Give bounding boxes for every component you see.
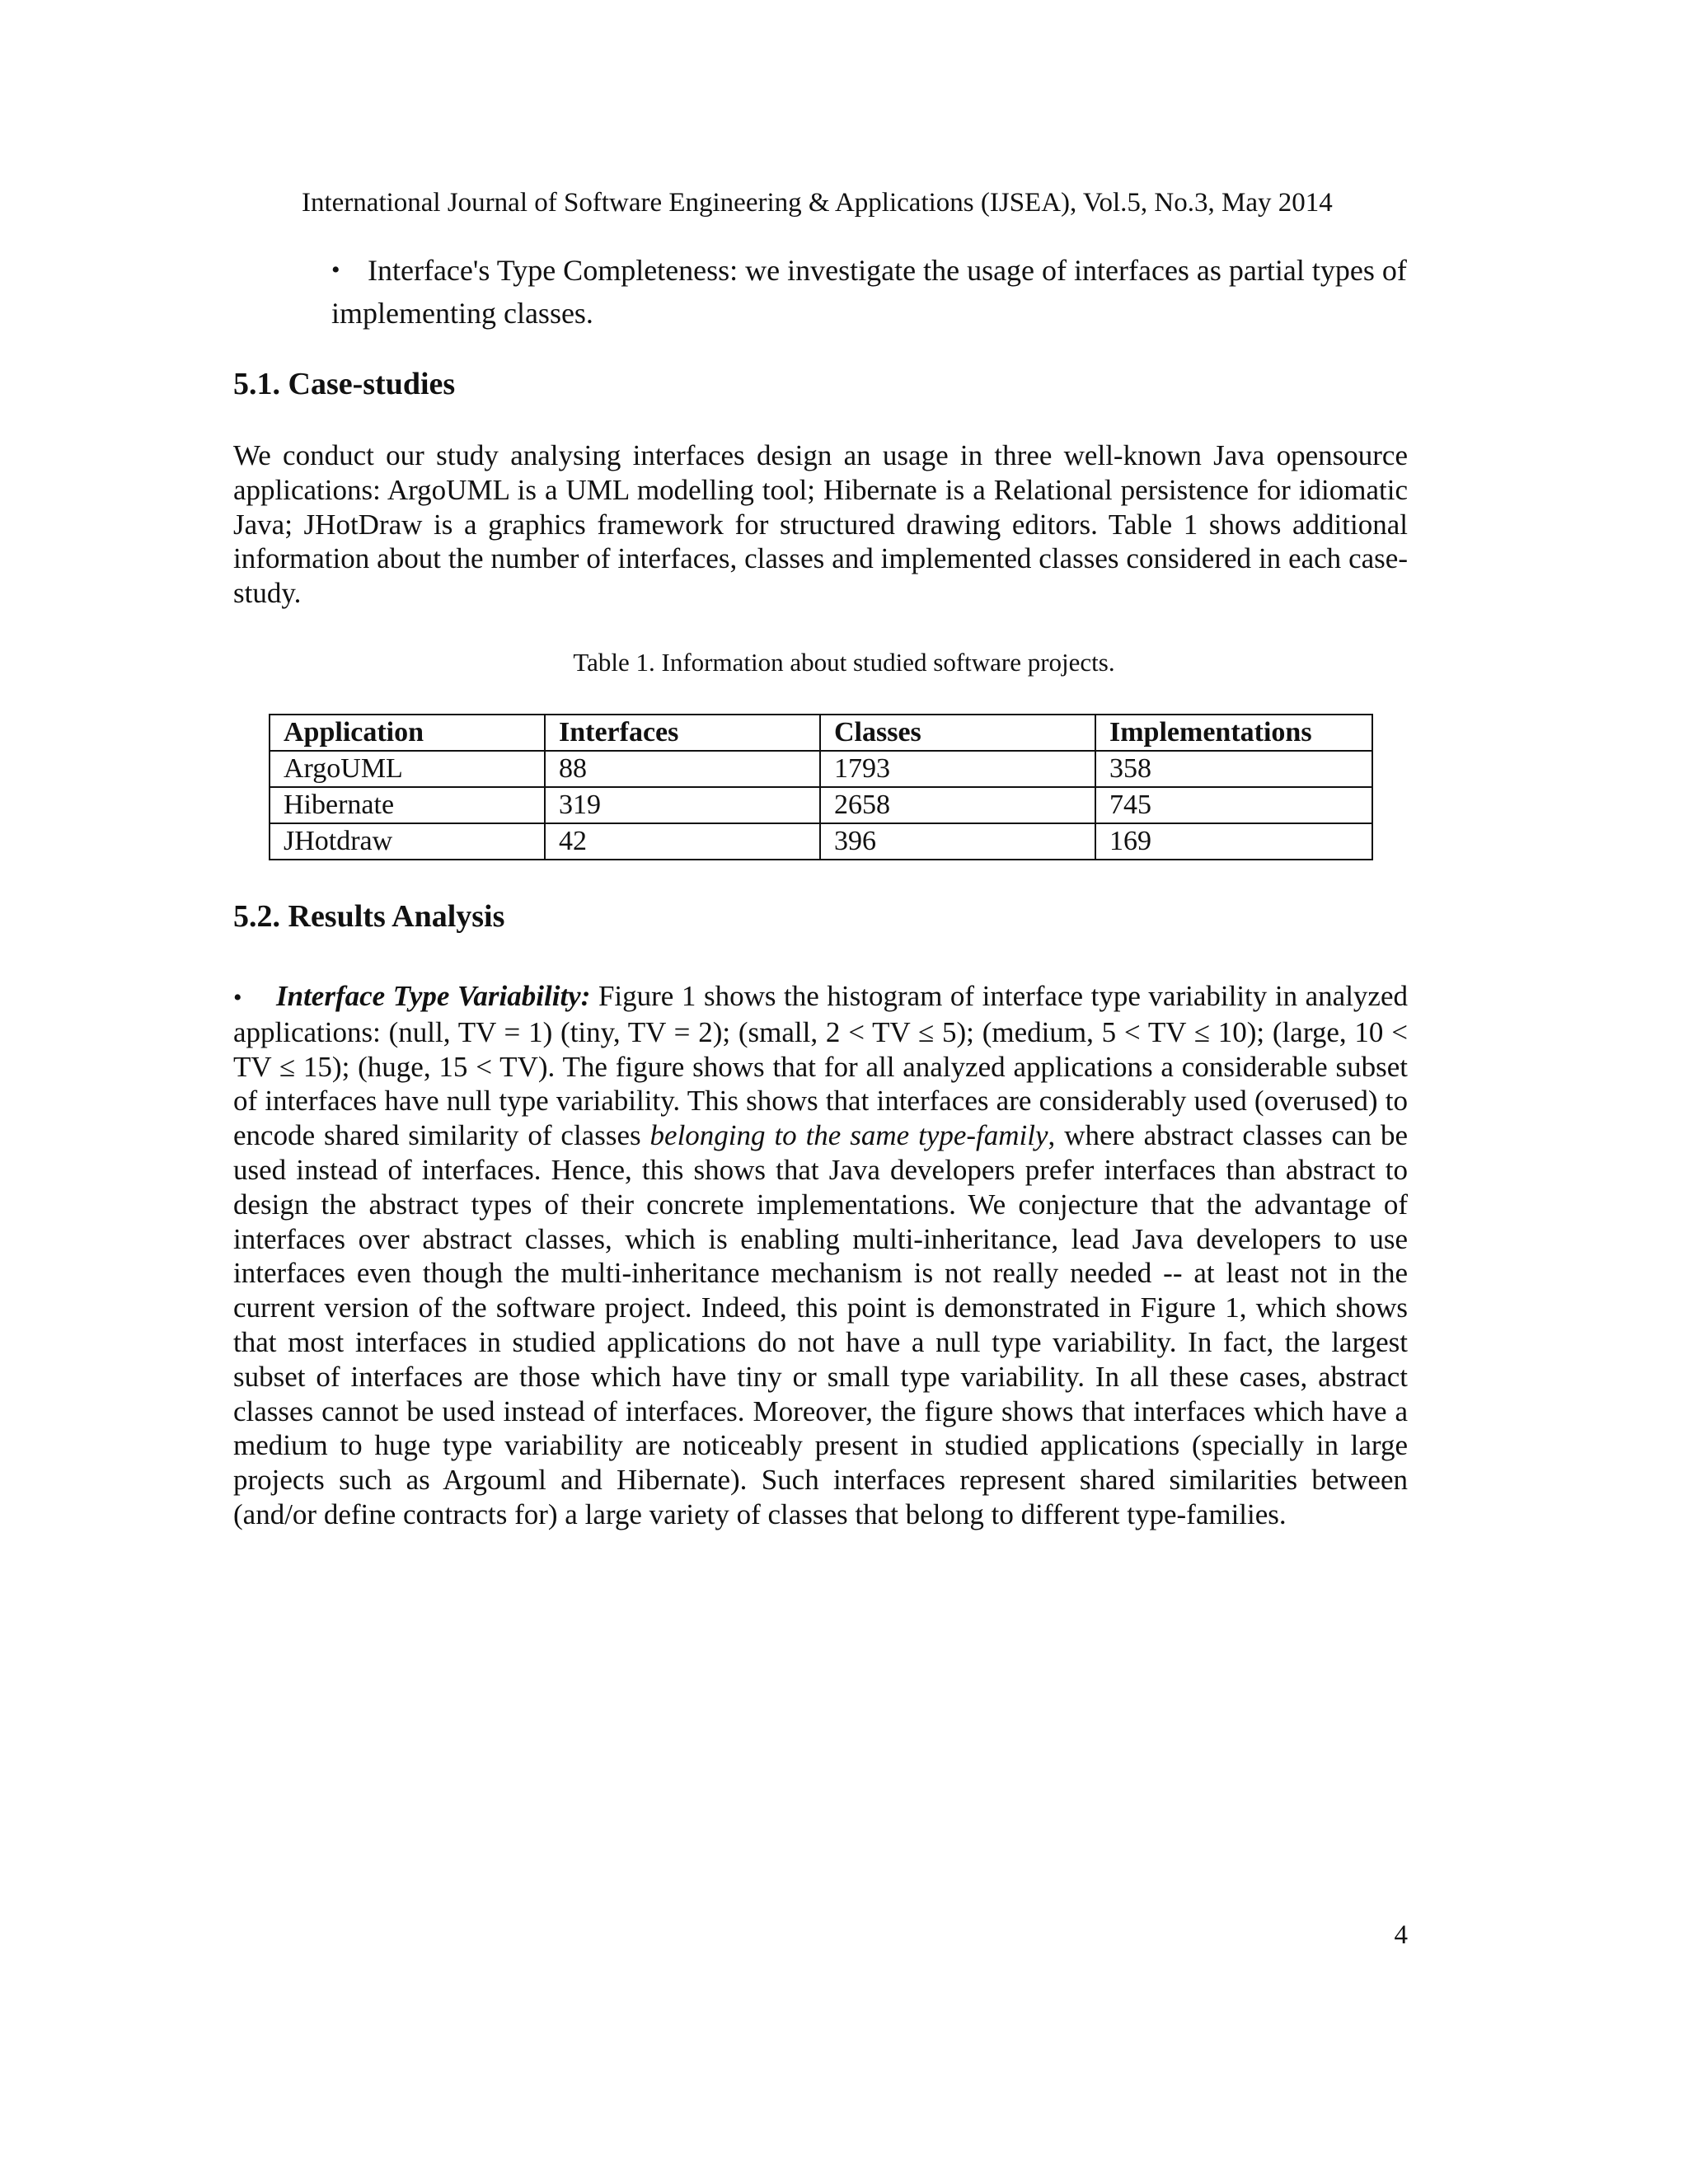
results-text-part2: , where abstract classes can be used instead of interfaces. Hence, this shows that Java developers prefer interfaces than abstract to design the abstract types of their concrete implementations. We conjecture that the advantage of interfaces over abstract classes, which is enabling multi-inheritance, lead Java developers to use interfaces even though the multi-inheritance mechanism is not really needed -- at least not in the current version of the software project. Indeed, this point is demonstrated in Figure 1, which shows that most interfaces in studied applications do not have a null type variability. In fact, the largest subset of interfaces are those which have tiny or small type variability. In all these cases, abstract classes cannot be used instead of interfaces. Moreover, the figure shows that interfaces which have a medium to huge type variability are noticeably present in studied applications (specially in large projects such as Argouml and Hibernate). Such interfaces represent shared similarities between (and/or define contracts for) a large variety of classes that belong to different type-families. — [233, 1119, 1409, 1530]
case-studies-paragraph: We conduct our study analysing interfaces design an usage in three well-known Java opensource applications: ArgoUML is a UML modelling tool; Hibernate is a Relational persistence for idiomatic Java; JHotDraw is a graphics framework for structured drawing editors. Table 1 shows additional information about the number of interfaces, classes and implemented classes considered in each case-study. — [233, 439, 1408, 610]
intro-bullet-text: Interface's Type Completeness: we investigate the usage of interfaces as partial types of implementing classes. — [331, 254, 1407, 330]
table-cell: 396 — [820, 823, 1095, 860]
table-cell: ArgoUML — [270, 751, 545, 787]
results-paragraph — [233, 979, 1408, 1532]
table-caption: Table 1. Information about studied software projects. — [573, 648, 1115, 677]
table-cell: 2658 — [820, 787, 1095, 823]
table-cell: 319 — [545, 787, 820, 823]
table-cell: Hibernate — [270, 787, 545, 823]
table-cell: 88 — [545, 751, 820, 787]
table-cell: JHotdraw — [270, 823, 545, 860]
table-row — [270, 787, 1372, 823]
table-cell: 745 — [1095, 787, 1372, 823]
intro-bullet — [331, 249, 1419, 335]
results-text-italic: belonging to the same type-family — [649, 1119, 1048, 1152]
projects-table — [269, 714, 1373, 860]
bullet-icon: • — [331, 256, 340, 284]
table-header-row — [270, 715, 1372, 751]
table-cell: 358 — [1095, 751, 1372, 787]
table-cell: 1793 — [820, 751, 1095, 787]
table-cell: 169 — [1095, 823, 1372, 860]
column-header-application: Application — [270, 715, 545, 751]
results-text-part1: Figure 1 shows the histogram of interface type variability in analyzed applications: (null, TV = 1) (tiny, TV = 2); (small, 2 < TV ≤ 5); (medium, 5 < TV ≤ 10); (large, 10 < TV ≤ 15); (huge, 15 < TV). The figure shows that for all analyzed applications a considerable subset of interfaces have null type variability. This shows that interfaces are considerably used (overused) to encode shared similarity of classes — [233, 980, 1408, 1152]
table-cell: 42 — [545, 823, 820, 860]
running-header: International Journal of Software Engineering & Applications (IJSEA), Vol.5, No.3, May 2014 — [302, 188, 1333, 218]
column-header-classes: Classes — [820, 715, 1095, 751]
section-heading-case-studies: 5.1. Case-studies — [233, 367, 456, 401]
column-header-interfaces: Interfaces — [545, 715, 820, 751]
section-heading-results: 5.2. Results Analysis — [233, 899, 505, 934]
table-row — [270, 823, 1372, 860]
bullet-icon: • — [233, 984, 242, 1011]
results-bullet-title: Interface Type Variability: — [276, 980, 591, 1012]
page-number: 4 — [1394, 1920, 1408, 1950]
column-header-implementations: Implementations — [1095, 715, 1372, 751]
table-row — [270, 751, 1372, 787]
